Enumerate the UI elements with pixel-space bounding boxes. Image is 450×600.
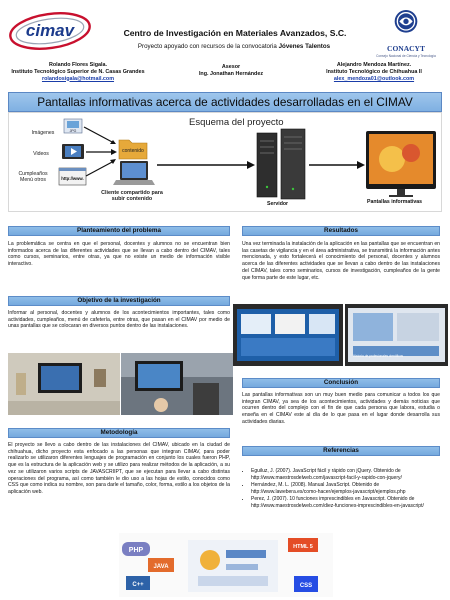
author-email[interactable]: rolandosigala@hotmail.com [41,75,115,82]
schema-diagram [9,113,443,213]
web-icon-text: http://www. [61,176,84,181]
author-name: Rolando Flores Sigala. [48,62,108,68]
cimav-logo-text: cimav [25,21,75,40]
html5-logo-text: HTML 5 [293,544,313,550]
cimav-logo [8,8,92,54]
conacyt-subtitle: Consejo Nacional de Ciencia y Tecnología [376,54,436,58]
section-header-conclusion: Conclusión [242,378,440,388]
section-header-problem: Planteamiento del problema [8,226,230,236]
poster-title: Pantallas informativas acerca de actividades desarrolladas en el CIMAV [8,92,442,112]
section-header-methodology: Metodología [8,428,230,438]
php-logo-text: PHP [128,547,144,554]
schema-label-images: Imágenes [31,130,55,136]
org-subtitle [96,43,372,50]
reference-item: • Eguiluz, J. (2007). JavaScript fácil y rápido con jQuery. Obtenido de http://www.maestrosdelweb.com/javascript-facil-y-rapido-con-jquery/ [251,468,440,481]
schema-label-other: Cumpleaños Menú otros [18,171,48,184]
results-text: Una vez terminada la instalación de la aplicación en las pantallas que se encuentran en las casetas de vigilancia y en el área administrativa, se transmitirá la información antes mencionada, y esto fortalecerá el conocimiento del personal, docentes y alumnos acerca de las diferentes actividades que se llevan a cabo dentro de las instalaciones del CIMAV, tales como seminarios, cursos de investigación, cumpleaños de la gente que forma parte de este lugar, etc. [242,241,440,281]
reference-item: • Hernández, M. L. (2008). Manual JavaScript. Obtenido de http://www.lawebera.es/como-hacer/ejemplos-javascript/ejemplos.php [251,482,440,495]
conacyt-name: CONACYT [387,44,425,53]
web-page-icon [59,168,86,185]
conacyt-logo [368,8,444,48]
schema-title: Esquema del proyecto [189,117,284,128]
jpg-icon-text: JPG [69,129,77,133]
advisor-label: Asesor [221,64,241,70]
problem-text: La problemática se centra en que el personal, docentes y alumnos no se encuentran bien informados acerca de las diferentes actividades que se llevan a cabo dentro del CIMAV, tales como cursos, seminarios, entre otras, ya que no existe un medio de información visible interactivo. [8,241,230,268]
screens-caption: Pantallas informativas [367,199,423,205]
photo-screen-right [345,304,448,366]
schema-label-videos: Videos [33,151,49,157]
project-schema [8,112,442,212]
reference-item: • Perez, J. (2007). 10 funciones imprescindibles en Javascript. Obtenido de http://www.maestrosdelweb.com/diez-funciones-imprescindibles-en-javascript/ [251,496,440,509]
advisor-name: Ing. Jonathan Hernández [198,70,264,77]
author-block [8,62,148,82]
image-file-icon [64,119,82,133]
monitor-icon [366,131,436,197]
author-name: Alejandro Mendoza Martínez. [336,62,412,68]
css-logo-text: CSS [299,583,313,589]
author-block [300,62,448,82]
author-email[interactable]: alex_mendoza01@outlook.com [333,75,415,82]
author-affiliation: Instituto Tecnológico Superior de N. Casas Grandes [11,68,145,75]
server-icon [257,129,305,199]
video-file-icon [62,144,84,159]
laptop-icon [113,161,155,185]
section-header-results: Resultados [242,226,440,236]
photo-screen-left [233,304,343,366]
folder-label: contenido [122,148,144,154]
author-affiliation: Instituto Tecnológico de Chihuahua II [326,68,422,75]
shared-client-caption: Cliente compartido para subir contenido [101,190,163,203]
section-header-objective: Objetivo de la investigación [8,296,230,306]
org-title: Centro de Investigación en Materiales Avanzados, S.C. [123,28,347,38]
references-list [242,468,440,510]
folder-icon [119,140,147,159]
org-sub-bold: Jóvenes Talentos [278,43,331,50]
objective-text: Informar al personal, docentes y alumnos de los acontecimientos importantes, tales como actividades, cumpleaños, menú de cafetería, entre otras, que pasan en el CIMAV por medio de unas pantallas que se colocaran en diversos puntos dentro de las instalaciones. [8,310,230,330]
server-caption: Servidor [267,201,289,207]
java-logo-text: JAVA [153,564,169,570]
photo-office-wall [8,353,120,415]
photo-installation [121,353,233,415]
cpp-logo-text: C++ [132,582,144,588]
methodology-text: El proyecto se llevo a cabo dentro de las instalaciones del CIMAV, ubicado en la ciudad de chihuahua, dicho proyecto esta enfocado a las personas que integran CIMAV, para poder realizarlo se utilizaron diferentes lenguajes de programación en conjunto los cuales fueron PHP, que es la estructura de la aplicación web y se utilizo para realizar métodos de la aplicación, a su vez se utilizaron varios scripts de JAVASCRIIPT, que se ejecutan para llevar a cabo distintas operaciones del programa, así como también le dio uso a las hojas de estilo, conocidos como CSS que como indica su nombre, son para darle el tamaño, color, forma, estilo a los objetos de la aplicación web. [8,442,230,496]
org-sub-prefix: Proyecto apoyado con recursos de la convocatoria [137,43,277,50]
conclusion-text: Las pantallas informativas son un muy buen medio para comunicar a todos los que integran CIMAV, ya sea de los acontecimientos, actividades y demás noticias que ocurren dentro del complejo con el fin de que cada persona que labora, estudia o enseña en el CIMAV este al día de lo que pasa en el lugar donde desarrolla sus actividades diarias. [242,392,440,425]
technology-logos [118,532,334,598]
screen-caption: Historia de profesionales científicos [353,354,404,358]
section-header-references: Referencias [242,446,440,456]
advisor-block [176,64,286,78]
